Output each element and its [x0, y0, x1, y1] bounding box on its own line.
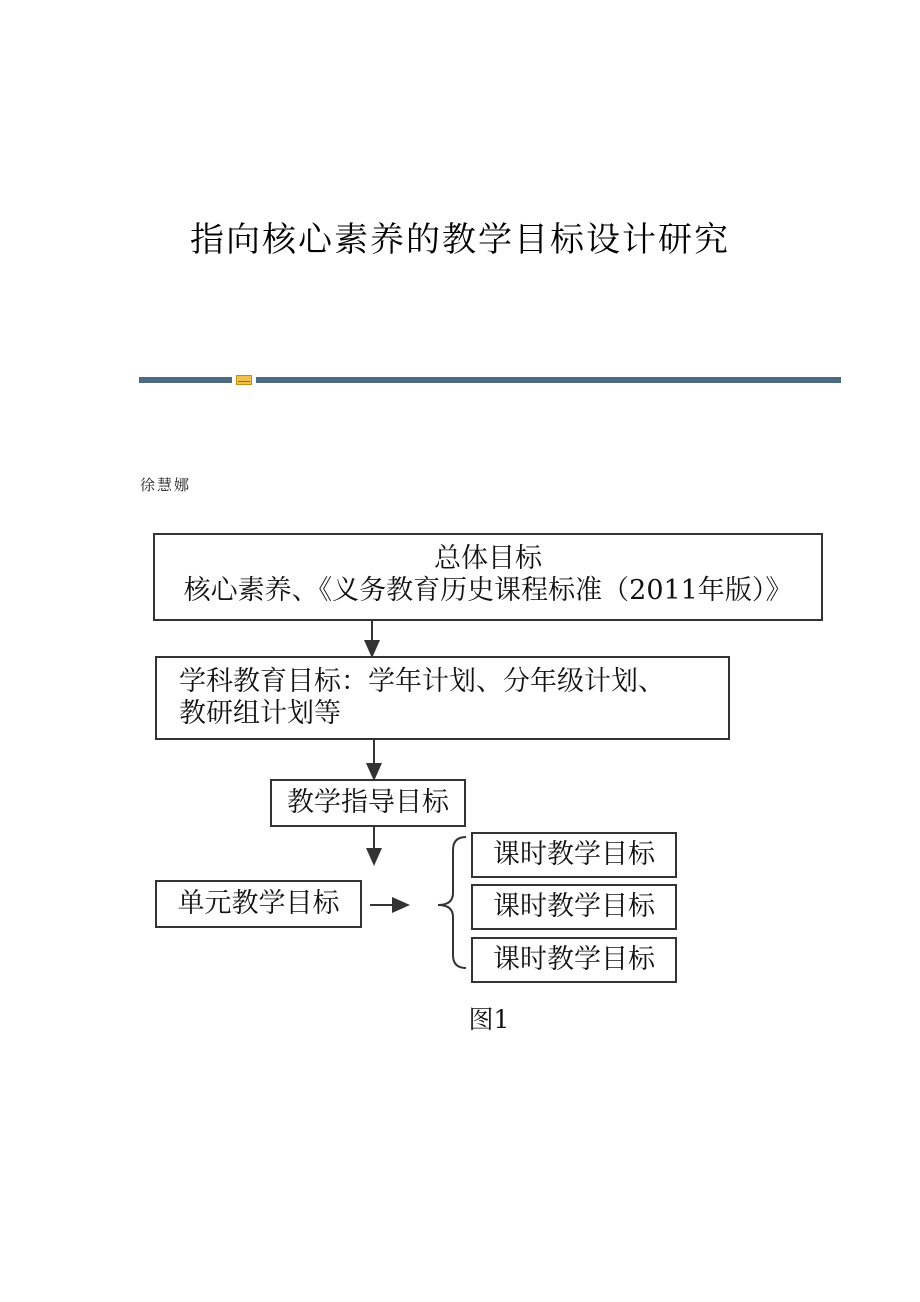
- lesson-brace: [438, 837, 466, 968]
- subject-goal-line1: 学科教育目标：学年计划、分年级计划、: [179, 666, 665, 697]
- divider-bar-right: [256, 377, 841, 383]
- overall-goal-box: [153, 533, 823, 621]
- document-title: 指向核心素养的教学目标设计研究: [190, 220, 730, 260]
- lesson-goal-box: 课时教学目标: [471, 884, 677, 930]
- teaching-guide-goal-box: 教学指导目标: [270, 779, 466, 827]
- envelope-icon: [236, 375, 252, 385]
- subject-goal-line2: 教研组计划等: [179, 698, 341, 729]
- figure-caption: 图1: [468, 1005, 510, 1034]
- subject-goal-box: [155, 656, 730, 740]
- overall-goal-heading: 总体目标: [434, 543, 542, 574]
- overall-goal-detail: 核心素养、《义务教育历史课程标准（2011年版）》: [183, 575, 793, 606]
- unit-goal-box: 单元教学目标: [155, 880, 362, 928]
- lesson-goal-box: 课时教学目标: [471, 832, 677, 878]
- lesson-goal-box: 课时教学目标: [471, 937, 677, 983]
- author-name: 徐慧娜: [140, 476, 192, 494]
- title-divider: [139, 375, 841, 385]
- divider-bar-left: [139, 377, 232, 383]
